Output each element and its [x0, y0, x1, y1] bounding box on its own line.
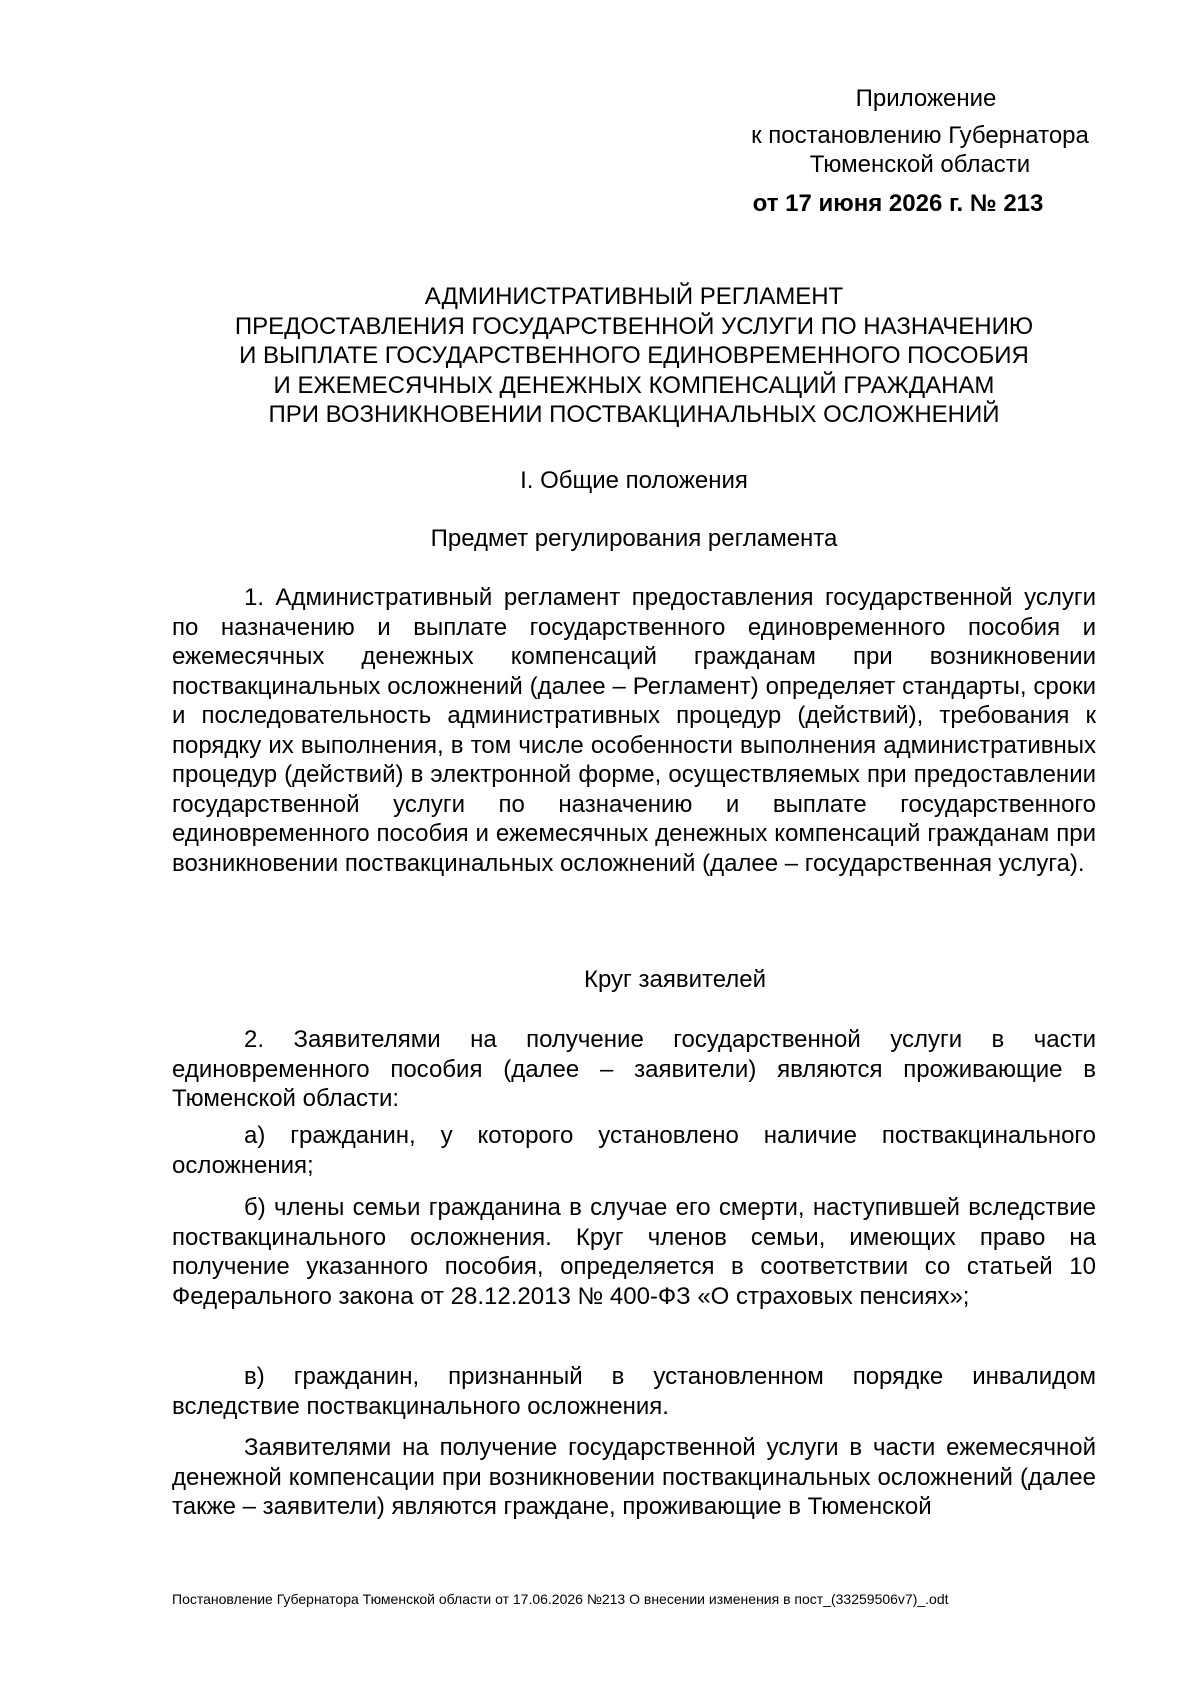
appendix-to-line-1: к постановлению Губернатора	[751, 122, 1089, 149]
paragraph-2c: в) гражданин, признанный в установленном порядке инвалидом вследствие поствакцинального осложнения.	[172, 1363, 1096, 1420]
title-line: АДМИНИСТРАТИВНЫЙ РЕГЛАМЕНТ	[424, 283, 844, 310]
section-heading-subject: Предмет регулирования регламента	[430, 525, 838, 552]
paragraph-block-2	[172, 1025, 1096, 1114]
section-heading-general: I. Общие положения	[520, 467, 748, 494]
paragraph-block-3	[172, 1433, 1096, 1522]
title-line: ПРИ ВОЗНИКНОВЕНИИ ПОСТВАКЦИНАЛЬНЫХ ОСЛОЖНЕНИЙ	[268, 401, 1000, 428]
appendix-to-line-2: Тюменской области	[809, 151, 1031, 178]
title-line: ПРЕДОСТАВЛЕНИЯ ГОСУДАРСТВЕННОЙ УСЛУГИ ПО НАЗНАЧЕНИЮ	[234, 312, 1034, 340]
paragraph-2a: а) гражданин, у которого установлено наличие поствакцинального осложнения;	[172, 1122, 1096, 1179]
paragraph-2: 2. Заявителями на получение государственной услуги в части единовременного пособия (далее – заявители) являются проживающие в Тюменской области:	[172, 1026, 1096, 1112]
paragraph-block-2c	[172, 1362, 1096, 1421]
appendix-block	[700, 84, 1140, 218]
page-footer: Постановление Губернатора Тюменской области от 17.06.2026 №213 О внесении изменения в пост_(33259506v7)_.odt	[172, 1591, 949, 1607]
paragraph-block-2b	[172, 1193, 1096, 1311]
document-title	[172, 282, 1096, 430]
title-line: И ЕЖЕМЕСЯЧНЫХ ДЕНЕЖНЫХ КОМПЕНСАЦИЙ ГРАЖДАНАМ	[273, 371, 995, 399]
paragraph-3: Заявителями на получение государственной услуги в части ежемесячной денежной компенсации при возникновении поствакцинальных осложнений (далее также – заявители) являются граждане, проживающие в Тюменской	[172, 1434, 1096, 1520]
paragraph-1: 1. Административный регламент предоставления государственной услуги по назначению и выплате государственного единовременного пособия и ежемесячных денежных компенсаций гражданам при возникновении поствакцинальных осложнений (далее – Регламент) определяет стандарты, сроки и последовательность административных процедур (действий), требования к порядку их выполнения, в том числе особенности выполнения административных процедур (действий) в электронной форме, осуществляемых при предоставлении государственной услуги по назначению и выплате государственного единовременного пособия и ежемесячных денежных компенсаций гражданам при возникновении поствакцинальных осложнений (далее – государственная услуга).	[172, 584, 1096, 877]
paragraph-block-2a	[172, 1121, 1096, 1180]
title-line: И ВЫПЛАТЕ ГОСУДАРСТВЕННОГО ЕДИНОВРЕМЕННОГО ПОСОБИЯ	[239, 342, 1029, 369]
paragraph-2b: б) члены семьи гражданина в случае его смерти, наступившей вследствие поствакцинального осложнения. Круг членов семьи, имеющих право на получение указанного пособия, определяется в соответствии со статьей 10 Федерального закона от 28.12.2013 № 400-ФЗ «О страховых пенсиях»;	[172, 1194, 1096, 1310]
order-number: от 17 июня 2026 г. № 213	[752, 190, 1044, 217]
appendix-label: Приложение	[855, 85, 997, 112]
section-heading-applicants: Круг заявителей	[583, 966, 766, 993]
paragraph-block-1	[172, 583, 1096, 878]
